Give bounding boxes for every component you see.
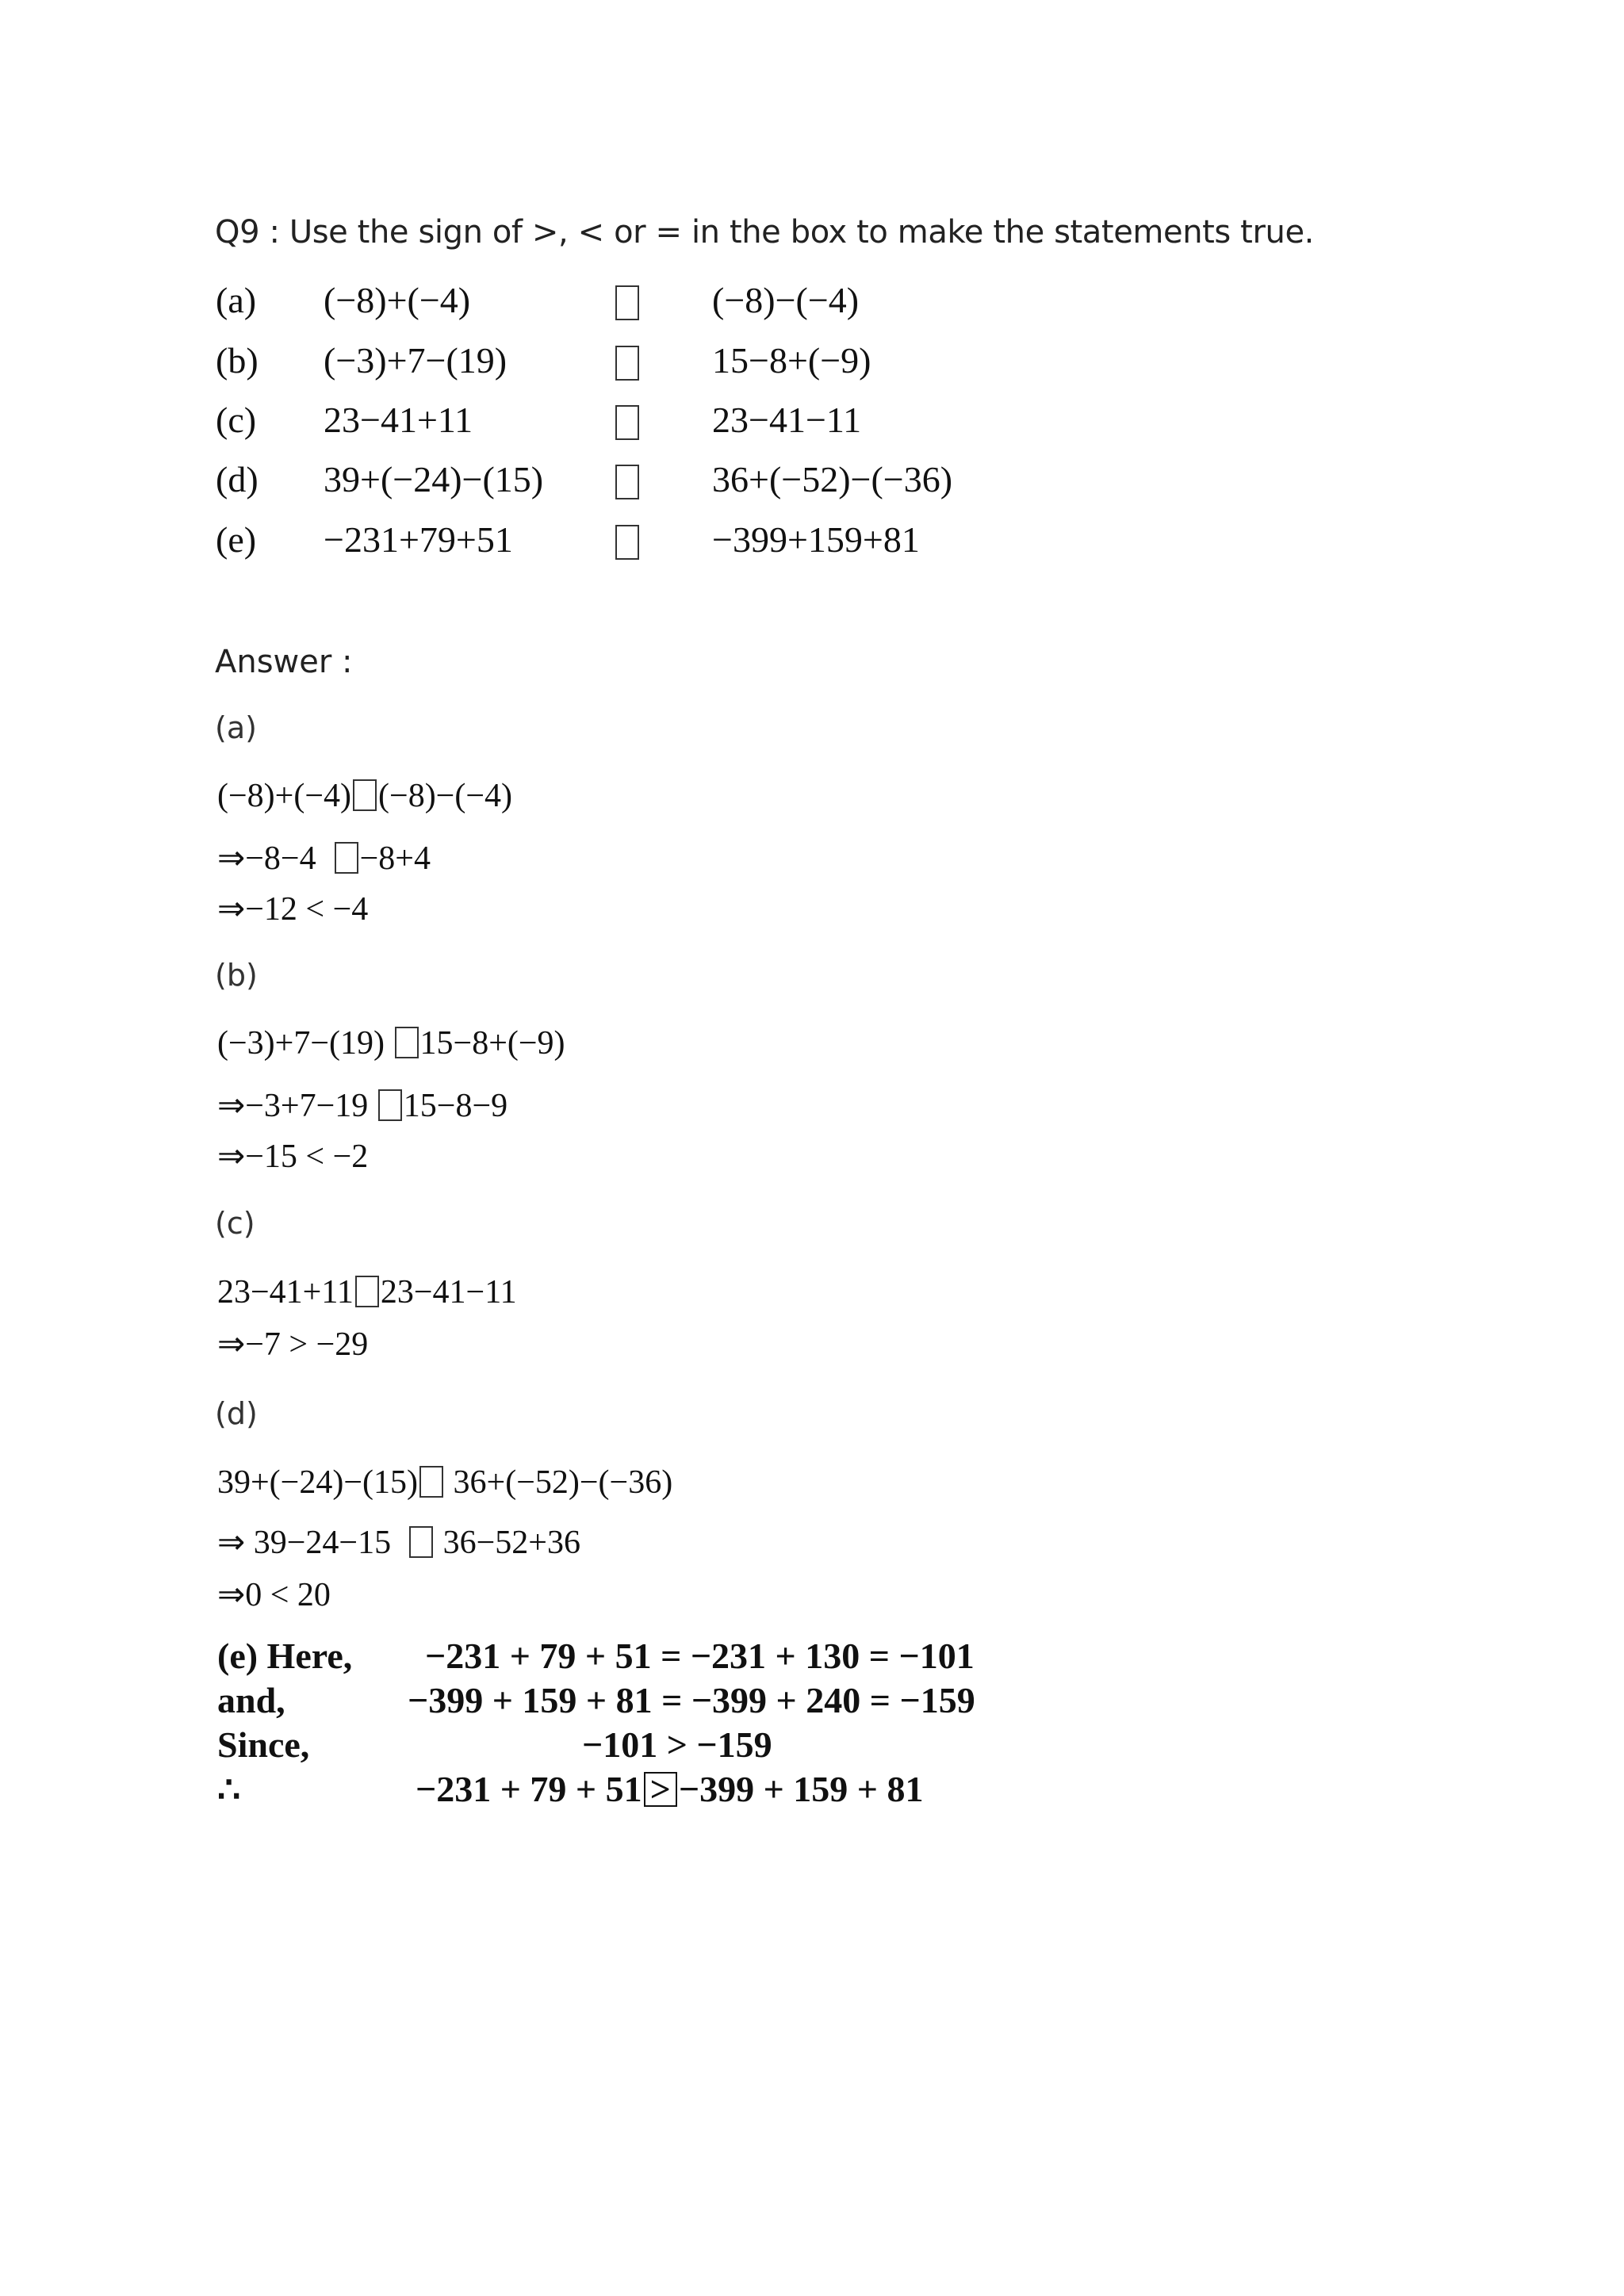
step-lhs: ⇒−8−4 <box>217 840 333 877</box>
answer-b-step-3: ⇒−15 < −2 <box>217 1138 369 1175</box>
step-rhs: 15−8−9 <box>403 1088 508 1124</box>
step-lhs: (−3)+7−(19) <box>217 1025 393 1062</box>
answer-box <box>335 842 358 874</box>
item-left-expression: 39+(−24)−(15) <box>324 459 544 499</box>
step-rhs: 36+(−52)−(−36) <box>445 1464 673 1501</box>
answer-box <box>378 1089 402 1121</box>
answer-e-row-4 <box>217 1768 1169 1812</box>
answer-c-step-2: ⇒−7 > −29 <box>217 1326 369 1363</box>
answer-b-step-2 <box>217 1085 508 1125</box>
answer-box <box>615 525 639 560</box>
item-left-expression: (−3)+7−(19) <box>324 340 508 381</box>
question-item-b <box>0 339 1624 395</box>
answer-box <box>355 1276 379 1307</box>
question-title: Q9 : Use the sign of >, < or = in the box to make the statements true. <box>215 214 1314 251</box>
e-row-expression: −101 > −159 <box>582 1724 772 1765</box>
answer-a-step-2 <box>217 838 431 878</box>
step-rhs: 23−41−11 <box>380 1274 517 1311</box>
item-right-expression: −399+159+81 <box>712 519 920 560</box>
item-left-expression: 23−41+11 <box>324 400 473 440</box>
answer-part-label-a: (a) <box>215 710 257 745</box>
item-label: (c) <box>216 400 257 440</box>
answer-a-step-1 <box>217 777 512 815</box>
answer-box <box>615 465 639 499</box>
item-label: (a) <box>216 280 257 320</box>
step-lhs: ⇒ 39−24−15 <box>217 1525 408 1561</box>
answer-e-row-1 <box>217 1635 1169 1679</box>
answer-box <box>353 779 377 811</box>
step-lhs: 39+(−24)−(15) <box>217 1464 419 1501</box>
therefore-symbol: ∴ <box>217 1770 241 1810</box>
step-rhs: 36−52+36 <box>435 1525 580 1561</box>
question-item-a <box>0 279 1624 335</box>
answer-part-label-c: (c) <box>215 1206 255 1241</box>
e-row-expression: −231 + 79 + 51 = −231 + 130 = −101 <box>425 1636 975 1676</box>
e-row-label: Since, <box>217 1724 310 1765</box>
item-right-expression: 36+(−52)−(−36) <box>712 459 953 499</box>
question-item-c <box>0 399 1624 454</box>
final-lhs: −231 + 79 + 51 <box>416 1769 642 1809</box>
question-item-d <box>0 458 1624 514</box>
answer-box <box>615 285 639 320</box>
answer-box <box>409 1526 433 1558</box>
answer-part-label-b: (b) <box>215 958 258 993</box>
answer-box <box>419 1466 443 1498</box>
answer-box <box>395 1027 419 1058</box>
item-right-expression: 23−41−11 <box>712 400 862 440</box>
answer-d-step-3: ⇒0 < 20 <box>217 1577 331 1613</box>
step-rhs: 15−8+(−9) <box>419 1025 565 1062</box>
item-right-expression: (−8)−(−4) <box>712 280 860 320</box>
e-row-label: and, <box>217 1680 285 1720</box>
final-rhs: −399 + 159 + 81 <box>678 1769 924 1809</box>
step-rhs: (−8)−(−4) <box>378 778 513 814</box>
answer-e-row-2 <box>217 1679 1169 1724</box>
item-label: (b) <box>216 340 259 381</box>
answer-c-step-1 <box>217 1273 517 1311</box>
step-lhs: 23−41+11 <box>217 1274 354 1311</box>
answer-box <box>615 346 639 381</box>
answer-a-step-3: ⇒−12 < −4 <box>217 891 369 928</box>
step-lhs: (−8)+(−4) <box>217 778 352 814</box>
item-label: (d) <box>216 459 259 499</box>
step-lhs: ⇒−3+7−19 <box>217 1088 377 1124</box>
e-row-expression <box>416 1768 924 1810</box>
step-rhs: −8+4 <box>359 840 431 877</box>
answer-b-step-1 <box>217 1024 565 1062</box>
comparison-sign-box: > <box>644 1772 677 1807</box>
question-item-e <box>0 519 1624 574</box>
answer-d-step-2 <box>217 1522 580 1562</box>
e-row-label: (e) Here, <box>217 1636 353 1676</box>
answer-d-step-1 <box>217 1464 672 1502</box>
item-left-expression: −231+79+51 <box>324 519 513 560</box>
item-right-expression: 15−8+(−9) <box>712 340 871 381</box>
item-left-expression: (−8)+(−4) <box>324 280 471 320</box>
answer-e-row-3 <box>217 1724 1169 1768</box>
answer-heading: Answer : <box>215 644 353 680</box>
item-label: (e) <box>216 519 257 560</box>
answer-part-label-d: (d) <box>215 1396 258 1431</box>
e-row-expression: −399 + 159 + 81 = −399 + 240 = −159 <box>408 1680 975 1720</box>
answer-box <box>615 405 639 440</box>
